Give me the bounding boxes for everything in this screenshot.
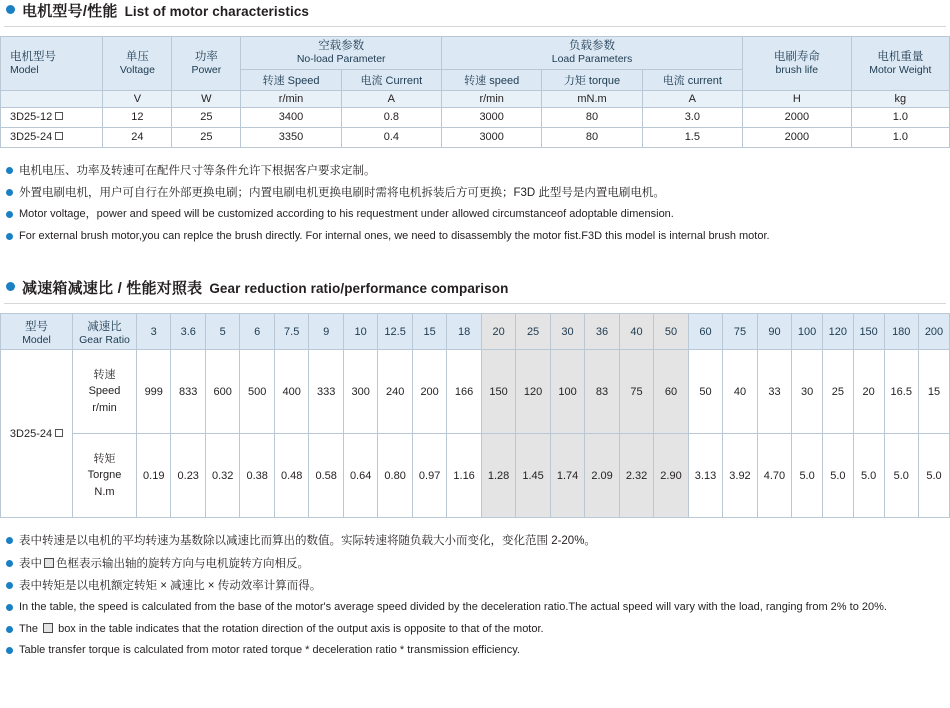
cell-brush-life: 2000 <box>743 127 852 147</box>
cell-torque: 1.28 <box>481 434 515 518</box>
subheader-load-torque: 力矩 torque <box>542 69 642 90</box>
header-ratio-value: 25 <box>516 314 550 350</box>
gear-section-heading <box>0 277 950 298</box>
cell-load-speed: 3000 <box>442 107 542 127</box>
bullet-icon <box>6 211 13 218</box>
header-motor-weight: 电机重量 Motor Weight <box>851 37 949 91</box>
unit-load-current: A <box>642 90 742 107</box>
shaded-box-icon <box>44 558 54 568</box>
header-group-noload: 空载参数 No-load Parameter <box>241 37 442 70</box>
cell-speed: 333 <box>309 350 343 434</box>
cell-noload-current: 0.8 <box>341 107 441 127</box>
header-ratio-value: 200 <box>918 314 949 350</box>
note-item <box>6 640 950 661</box>
cell-speed: 100 <box>550 350 584 434</box>
cell-torque: 0.38 <box>240 434 274 518</box>
motor-section-heading <box>0 0 950 21</box>
unit-weight: kg <box>851 90 949 107</box>
table-header-row <box>1 314 950 350</box>
cell-speed: 150 <box>481 350 515 434</box>
cell-torque: 4.70 <box>757 434 791 518</box>
header-ratio-value: 60 <box>688 314 722 350</box>
cell-torque: 3.13 <box>688 434 722 518</box>
cell-noload-speed: 3350 <box>241 127 341 147</box>
header-ratio-value: 5 <box>205 314 239 350</box>
cell-torque: 0.23 <box>171 434 205 518</box>
note-text: 表中转矩是以电机额定转矩 × 减速比 × 传动效率计算而得。 <box>19 580 322 593</box>
cell-load-speed: 3000 <box>442 127 542 147</box>
cell-speed: 200 <box>412 350 446 434</box>
cell-torque: 0.80 <box>378 434 412 518</box>
header-ratio-value: 15 <box>412 314 446 350</box>
cell-load-current: 3.0 <box>642 107 742 127</box>
cell-speed: 15 <box>918 350 949 434</box>
cell-weight: 1.0 <box>851 127 949 147</box>
note-item <box>6 530 950 552</box>
subheader-noload-speed: 转速 Speed <box>241 69 341 90</box>
checkbox-icon <box>55 112 63 120</box>
gear-title-cn: 减速箱减速比 / 性能对照表 <box>22 280 203 298</box>
cell-torque: 5.0 <box>822 434 853 518</box>
cell-torque: 1.16 <box>447 434 481 518</box>
unit-load-torque: mN.m <box>542 90 642 107</box>
bullet-icon <box>6 582 13 589</box>
cell-torque: 0.58 <box>309 434 343 518</box>
note-item <box>6 226 950 247</box>
cell-speed: 400 <box>274 350 308 434</box>
cell-speed: 16.5 <box>884 350 918 434</box>
header-ratio-value: 6 <box>240 314 274 350</box>
note-item <box>6 597 950 618</box>
cell-model: 3D25-24 <box>1 350 73 518</box>
cell-brush-life: 2000 <box>743 107 852 127</box>
note-text: 外置电刷电机，用户可自行在外部更换电刷；内置电刷电机更换电刷时需将电机拆装后方可更换；F3D 此型号是内置电刷电机。 <box>19 186 665 199</box>
table-row-speed <box>1 350 950 434</box>
cell-voltage: 12 <box>103 107 172 127</box>
header-ratio-value: 9 <box>309 314 343 350</box>
heading-divider <box>4 303 946 304</box>
cell-power: 25 <box>172 127 241 147</box>
note-item <box>6 204 950 225</box>
cell-torque: 0.64 <box>343 434 377 518</box>
cell-noload-current: 0.4 <box>341 127 441 147</box>
gear-title-en: Gear reduction ratio/performance comparison <box>209 281 509 297</box>
motor-notes <box>0 160 950 248</box>
cell-speed: 300 <box>343 350 377 434</box>
cell-torque: 0.32 <box>205 434 239 518</box>
cell-torque: 0.19 <box>137 434 171 518</box>
cell-torque: 5.0 <box>792 434 823 518</box>
cell-model: 3D25-12 <box>1 107 103 127</box>
cell-speed: 20 <box>853 350 884 434</box>
header-model: 电机型号 Model <box>1 37 103 91</box>
cell-torque: 0.48 <box>274 434 308 518</box>
cell-torque: 1.45 <box>516 434 550 518</box>
row-label-speed: 转速 Speed r/min <box>73 350 137 434</box>
shaded-box-icon <box>43 623 53 633</box>
note-text: Motor voltage，power and speed will be customized according to his requestment under allowed circumstanceof adoptable dimension. <box>19 208 674 221</box>
cell-load-torque: 80 <box>542 107 642 127</box>
bullet-icon <box>6 189 13 196</box>
checkbox-icon <box>55 429 63 437</box>
header-ratio-value: 180 <box>884 314 918 350</box>
note-text: 表中 色框表示输出轴的旋转方向与电机旋转方向相反。 <box>19 557 309 570</box>
table-row <box>1 107 950 127</box>
unit-noload-speed: r/min <box>241 90 341 107</box>
units-row <box>1 90 950 107</box>
header-ratio-value: 90 <box>757 314 791 350</box>
note-text: In the table, the speed is calculated from the base of the motor's average speed divided by the deceleration ratio.The actual speed will vary with the load, ranging from 2% to 20%. <box>19 601 887 614</box>
table-header-row <box>1 37 950 70</box>
motor-title-en: List of motor characteristics <box>124 4 310 19</box>
header-gear-ratio: 减速比 Gear Ratio <box>73 314 137 350</box>
cell-speed: 833 <box>171 350 205 434</box>
header-ratio-value: 100 <box>792 314 823 350</box>
header-power: 功率 Power <box>172 37 241 91</box>
bullet-icon <box>6 282 15 291</box>
bullet-icon <box>6 233 13 240</box>
cell-torque: 5.0 <box>853 434 884 518</box>
cell-speed: 30 <box>792 350 823 434</box>
note-text: 电机电压、功率及转速可在配件尺寸等条件允许下根据客户要求定制。 <box>19 164 376 177</box>
header-ratio-value: 120 <box>822 314 853 350</box>
cell-load-torque: 80 <box>542 127 642 147</box>
header-brush-life: 电刷寿命 brush life <box>743 37 852 91</box>
cell-speed: 240 <box>378 350 412 434</box>
cell-speed: 40 <box>723 350 757 434</box>
cell-speed: 500 <box>240 350 274 434</box>
note-item <box>6 575 950 597</box>
motor-title-cn: 电机型号/性能 <box>22 3 118 20</box>
cell-torque: 2.90 <box>654 434 688 518</box>
header-ratio-value: 7.5 <box>274 314 308 350</box>
header-ratio-value: 36 <box>585 314 619 350</box>
note-text: The box in the table indicates that the rotation direction of the output axis is opposite to that of the motor. <box>19 622 544 635</box>
header-ratio-value: 75 <box>723 314 757 350</box>
note-text: Table transfer torque is calculated from motor rated torque * deceleration ratio * transmission efficiency. <box>19 644 520 657</box>
cell-speed: 60 <box>654 350 688 434</box>
unit-noload-current: A <box>341 90 441 107</box>
header-ratio-value: 3 <box>137 314 171 350</box>
header-ratio-value: 10 <box>343 314 377 350</box>
unit-voltage: V <box>103 90 172 107</box>
header-ratio-value: 18 <box>447 314 481 350</box>
gear-ratio-table <box>0 313 950 518</box>
checkbox-icon <box>55 132 63 140</box>
unit-brush-life: H <box>743 90 852 107</box>
cell-speed: 83 <box>585 350 619 434</box>
cell-load-current: 1.5 <box>642 127 742 147</box>
cell-torque: 2.09 <box>585 434 619 518</box>
header-ratio-value: 20 <box>481 314 515 350</box>
cell-torque: 1.74 <box>550 434 584 518</box>
row-label-torque: 转矩 Torgne N.m <box>73 434 137 518</box>
bullet-icon <box>6 626 13 633</box>
subheader-load-current: 电流 current <box>642 69 742 90</box>
subheader-noload-current: 电流 Current <box>341 69 441 90</box>
heading-divider <box>4 26 946 27</box>
header-ratio-value: 12.5 <box>378 314 412 350</box>
header-ratio-value: 3.6 <box>171 314 205 350</box>
header-group-load: 负载参数 Load Parameters <box>442 37 743 70</box>
cell-weight: 1.0 <box>851 107 949 127</box>
gear-notes <box>0 530 950 662</box>
note-item <box>6 182 950 204</box>
note-item <box>6 619 950 640</box>
bullet-icon <box>6 647 13 654</box>
bullet-icon <box>6 167 13 174</box>
cell-torque: 5.0 <box>918 434 949 518</box>
unit-power: W <box>172 90 241 107</box>
cell-torque: 3.92 <box>723 434 757 518</box>
cell-torque: 5.0 <box>884 434 918 518</box>
cell-torque: 0.97 <box>412 434 446 518</box>
header-ratio-value: 40 <box>619 314 653 350</box>
cell-speed: 166 <box>447 350 481 434</box>
note-item <box>6 553 950 575</box>
bullet-icon <box>6 5 15 14</box>
cell-speed: 25 <box>822 350 853 434</box>
cell-voltage: 24 <box>103 127 172 147</box>
bullet-icon <box>6 537 13 544</box>
table-row <box>1 127 950 147</box>
cell-model: 3D25-24 <box>1 127 103 147</box>
cell-speed: 75 <box>619 350 653 434</box>
bullet-icon <box>6 560 13 567</box>
subheader-load-speed: 转速 speed <box>442 69 542 90</box>
table-row-torque <box>1 434 950 518</box>
note-item <box>6 160 950 182</box>
motor-characteristics-table <box>0 36 950 148</box>
cell-speed: 999 <box>137 350 171 434</box>
cell-torque: 2.32 <box>619 434 653 518</box>
cell-noload-speed: 3400 <box>241 107 341 127</box>
note-text: 表中转速是以电机的平均转速为基数除以减速比而算出的数值。实际转速将随负载大小而变化，变化范围 2-20%。 <box>19 535 596 548</box>
note-text: For external brush motor,you can replce the brush directly. For internal ones, we need to disassembly the motor fist.F3D this model is internal brush motor. <box>19 229 770 242</box>
bullet-icon <box>6 604 13 611</box>
header-ratio-value: 150 <box>853 314 884 350</box>
header-ratio-value: 30 <box>550 314 584 350</box>
cell-speed: 120 <box>516 350 550 434</box>
cell-speed: 33 <box>757 350 791 434</box>
unit-load-speed: r/min <box>442 90 542 107</box>
cell-speed: 50 <box>688 350 722 434</box>
cell-power: 25 <box>172 107 241 127</box>
unit-model <box>1 90 103 107</box>
header-voltage: 单压 Voltage <box>103 37 172 91</box>
cell-speed: 600 <box>205 350 239 434</box>
header-ratio-value: 50 <box>654 314 688 350</box>
header-model: 型号 Model <box>1 314 73 350</box>
